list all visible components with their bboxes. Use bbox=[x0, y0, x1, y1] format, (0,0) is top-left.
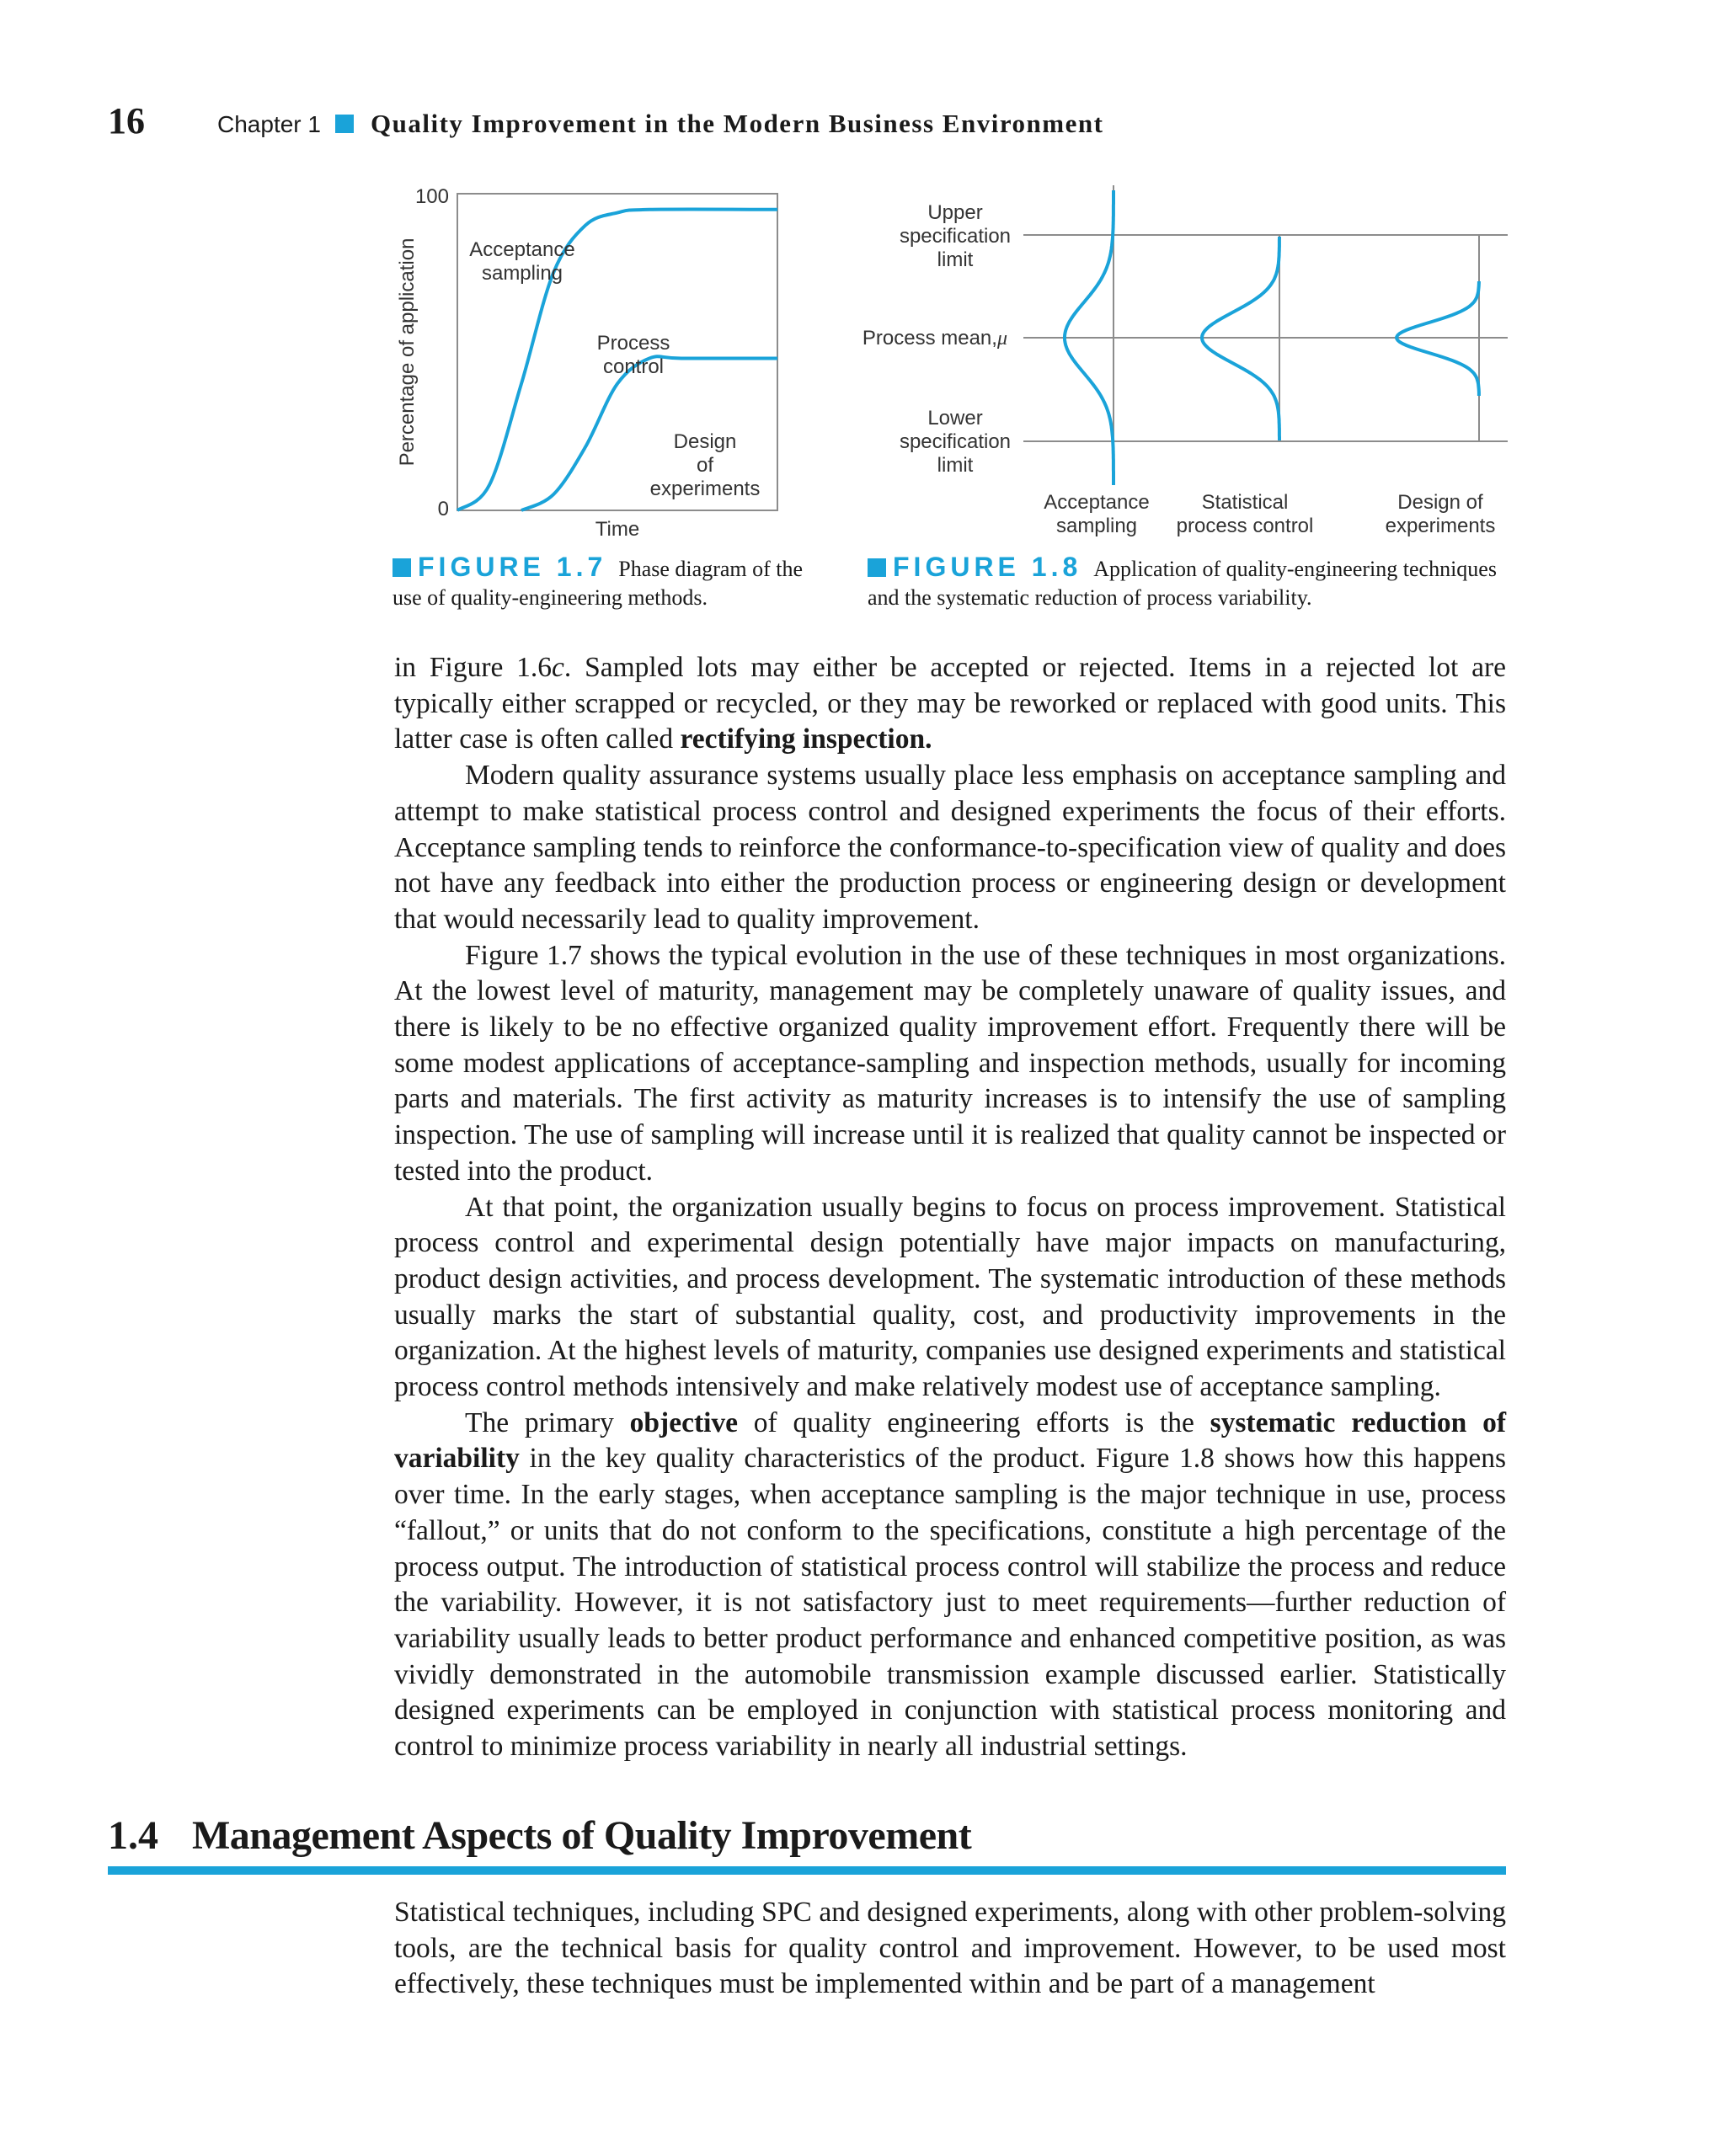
p1-bold-term: rectifying inspection. bbox=[680, 723, 932, 755]
page-number: 16 bbox=[108, 100, 145, 141]
fig18-stage-2-label-1: Statistical bbox=[1201, 491, 1289, 514]
figure-1-8-label: FIGURE 1.8 bbox=[893, 552, 1082, 582]
p5-text-a: The primary bbox=[465, 1406, 630, 1438]
fig18-usl-label-1: Upper bbox=[927, 201, 983, 224]
p1-text-a: in Figure 1.6 bbox=[394, 652, 553, 683]
fig18-mean-label bbox=[862, 327, 1007, 350]
fig17-label-design-3: experiments bbox=[649, 478, 761, 500]
fig18-lsl-label-3: limit bbox=[937, 454, 974, 477]
fig18-lsl-label-2: specification bbox=[899, 430, 1012, 453]
fig17-label-process-1: Process bbox=[596, 332, 670, 355]
paragraph-3: Figure 1.7 shows the typical evolution in the use of these techniques in most organizations. At the lowest level of maturity, management may be completely unaware of quality issues, and there is likely to be no effective organized quality improvement effort. Frequently there will be some modest applications of acceptance-sampling and inspection methods, usually for incoming parts and materials. The first activity as maturity increases is to intensify the use of sampling inspection. The use of sampling will increase until it is realized that quality cannot be inspected or tested into the product. bbox=[394, 939, 1506, 1187]
fig18-mean-symbol: μ bbox=[996, 328, 1007, 350]
fig17-label-design-1: Design bbox=[673, 430, 737, 453]
figure-1-8-square-icon bbox=[868, 558, 886, 577]
paragraph-1 bbox=[394, 650, 1506, 758]
running-header bbox=[108, 99, 1506, 150]
section-text bbox=[394, 1895, 1506, 2003]
p5-bold-objective: objective bbox=[629, 1406, 739, 1438]
fig18-stage-3-label-2: experiments bbox=[1385, 515, 1496, 537]
paragraph-4: At that point, the organization usually begins to focus on process improvement. Statistical process control and experimental design potentially have major impacts on manufacturing, product design activities, and process development. The systematic introduction of these methods usually marks the start of substantial quality, cost, and productivity improvements in the organization. At the highest levels of maturity, companies use designed experiments and statistical process control methods intensively and make relatively modest use of acceptance sampling. bbox=[394, 1191, 1506, 1403]
section-number: 1.4 bbox=[108, 1813, 158, 1858]
running-title: Quality Improvement in the Modern Business Environment bbox=[371, 109, 1104, 138]
figure-1-7-chart bbox=[396, 185, 777, 541]
fig18-lsl-label-1: Lower bbox=[927, 407, 983, 430]
section-rule bbox=[108, 1866, 1506, 1875]
section-title: Management Aspects of Quality Improvement bbox=[192, 1813, 972, 1858]
chapter-label: Chapter 1 bbox=[217, 111, 321, 137]
body-text bbox=[394, 650, 1506, 1765]
fig18-stage-1-label-1: Acceptance bbox=[1044, 491, 1150, 514]
fig17-label-acceptance-2: sampling bbox=[481, 262, 563, 285]
fig17-label-design-2: of bbox=[696, 454, 714, 477]
fig17-y-axis-label: Percentage of application bbox=[396, 237, 419, 467]
fig17-y-max-label: 100 bbox=[414, 185, 449, 208]
p5-text-b: of quality engineering efforts is the bbox=[738, 1406, 1210, 1438]
section-paragraph-1: Statistical techniques, including SPC and designed experiments, along with other problem-solving tools, are the technical basis for quality control and improvement. However, to be used most effectively, these techniques must be implemented within and be part of a management bbox=[394, 1897, 1506, 2000]
fig18-stage-2-label-2: process control bbox=[1176, 515, 1314, 537]
paragraph-2: Modern quality assurance systems usually place less emphasis on acceptance sampling and attempt to make statistical process control and designed experiments the focus of their efforts. Acceptance sampling tends to reinforce the conformance-to-specification view of quality and does not have any feedback into either the production process or engineering design or development that would necessarily lead to quality improvement. bbox=[394, 760, 1506, 935]
paragraph-5 bbox=[394, 1406, 1506, 1765]
header-square-icon bbox=[335, 115, 354, 133]
figure-1-7-caption-text: Phase diagram of the use of quality-engineering methods. bbox=[393, 557, 804, 610]
p5-text-c: in the key quality characteristics of the product. Figure 1.8 shows how this happens over time. In the early stages, when acceptance sampling is the major technique in use, process “fallout,” or units that do not conform to the specifications, constitute a high percentage of the process output. The introduction of statistical process control will stabilize the process and reduce the variability. However, it is not satisfactory just to meet requirements—further reduction of variability usually leads to better product performance and enhanced competitive position, as was vividly demonstrated in the automobile transmission example discussed earlier. Statistically designed experiments can be employed in conjunction with statistical process monitoring and control to minimize process variability in nearly all industrial settings. bbox=[394, 1443, 1506, 1763]
fig17-y-min-label: 0 bbox=[437, 498, 449, 520]
figure-1-8-caption-text: Application of quality-engineering techniques and the systematic reduction of process variability. bbox=[868, 557, 1497, 610]
fig18-mean-text: Process mean, bbox=[862, 327, 997, 350]
fig18-stage-1-label-2: sampling bbox=[1055, 515, 1138, 537]
figure-1-7-square-icon bbox=[393, 558, 411, 577]
fig17-label-process-2: control bbox=[602, 355, 665, 378]
figure-1-8-diagram bbox=[862, 185, 1508, 537]
p5-bold-variability: systematic reduction of variability bbox=[394, 1406, 1506, 1475]
fig18-stage-3-label-1: Design of bbox=[1397, 491, 1483, 514]
fig17-x-axis-label: Time bbox=[595, 518, 640, 541]
figure-1-7-label: FIGURE 1.7 bbox=[418, 552, 607, 582]
figure-1-8-caption bbox=[868, 552, 1508, 612]
fig17-label-acceptance-1: Acceptance bbox=[469, 238, 575, 261]
p1-text-b: . Sampled lots may either be accepted or rejected. Items in a rejected lot are typically either scrapped or recycled, or they may be reworked or replaced with good units. This latter case is often called bbox=[394, 652, 1506, 755]
fig18-usl-label-3: limit bbox=[937, 248, 974, 271]
fig18-usl-label-2: specification bbox=[899, 225, 1012, 248]
p1-italic: c bbox=[552, 652, 564, 683]
figure-1-7-caption bbox=[393, 552, 814, 612]
